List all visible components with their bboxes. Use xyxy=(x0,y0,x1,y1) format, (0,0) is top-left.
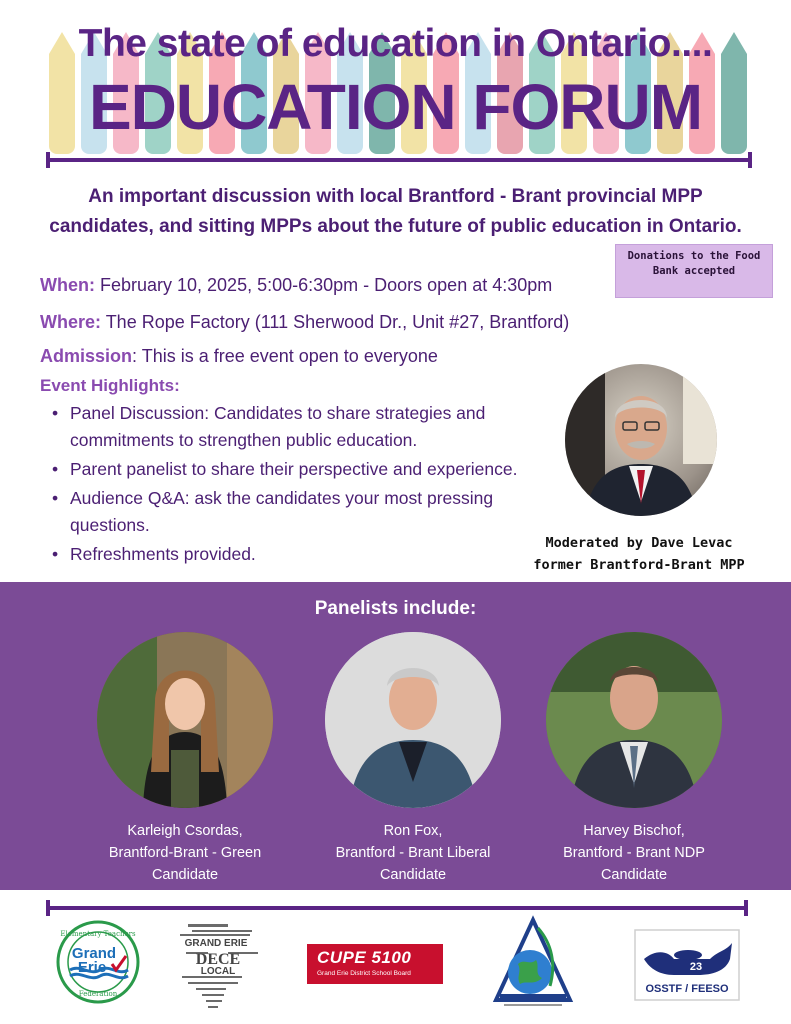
etfo-grand-erie-logo xyxy=(56,920,140,1004)
donation-note: Donations to the Food Bank accepted xyxy=(615,244,773,298)
osstf-feeso-logo xyxy=(634,929,740,1001)
highlights-title: Event Highlights: xyxy=(40,376,180,395)
list-item: • Panel Discussion: Candidates to share strategies and commitments to strengthen public education. xyxy=(50,400,570,454)
when-label: When: xyxy=(40,275,95,295)
panelist-role: Candidate xyxy=(600,867,668,883)
panelist-photo-karleigh xyxy=(97,632,273,808)
panelist-photo-harvey xyxy=(546,632,722,808)
moderator-line-1: Moderated by Dave Levac xyxy=(545,535,733,551)
highlights-list xyxy=(50,400,570,570)
panelist-caption-karleigh xyxy=(70,820,300,886)
where-line xyxy=(40,312,569,333)
panelists-title: Panelists include: xyxy=(314,598,477,619)
admission-line xyxy=(40,346,438,367)
etfo-top-text: Elementary Teachers xyxy=(60,930,136,938)
moderator-caption xyxy=(498,532,780,576)
dece-local-logo xyxy=(166,920,266,1012)
title-line-2: EDUCATION FORUM xyxy=(88,71,703,143)
where-value: The Rope Factory (111 Sherwood Dr., Unit #27, Brantford) xyxy=(101,312,570,332)
footer-divider xyxy=(46,906,748,910)
panelist-caption-ron xyxy=(298,820,528,886)
panelist-riding: Brantford - Brant Liberal xyxy=(335,845,491,861)
list-item: • Audience Q&A: ask the candidates your most pressing questions. xyxy=(50,485,570,539)
panelist-caption-harvey xyxy=(519,820,749,886)
admission-value: : This is a free event open to everyone xyxy=(132,346,438,366)
panelist-name: Ron Fox, xyxy=(383,823,443,839)
admission-label: Admission xyxy=(40,346,133,366)
panelist-role: Candidate xyxy=(151,867,219,883)
dece-line-1: GRAND ERIE xyxy=(184,938,248,949)
cupe-subtitle: Grand Erie District School Board xyxy=(317,970,411,977)
cupe-name: CUPE 5100 xyxy=(317,948,412,967)
when-value: February 10, 2025, 5:00-6:30pm - Doors open at 4:30pm xyxy=(94,275,553,295)
moderator-photo xyxy=(565,364,717,516)
when-line xyxy=(40,275,552,296)
etfo-name-1: Grand xyxy=(71,945,117,962)
intro-text: An important discussion with local Brantford - Brant provincial MPP candidates, and sitting MPPs about the future of public education in Ontario. xyxy=(49,186,742,237)
etfo-bottom-text: Federation xyxy=(78,990,118,998)
etfo-name-2: Erie xyxy=(77,959,107,976)
list-item: • Refreshments provided. xyxy=(50,541,570,568)
cupe-5100-logo xyxy=(307,944,443,984)
panelist-photo-ron xyxy=(325,632,501,808)
panelist-role: Candidate xyxy=(379,867,447,883)
panelist-riding: Brantford-Brant - Green xyxy=(108,845,262,861)
osstf-name: OSSTF / FEESO xyxy=(645,983,729,995)
panelist-name: Harvey Bischof, xyxy=(583,823,685,839)
title-line-1: The state of education in Ontario.... xyxy=(78,22,713,65)
dece-line-3: LOCAL xyxy=(200,966,236,977)
dece-line-2: DECE xyxy=(195,951,241,968)
where-label: Where: xyxy=(40,312,102,332)
panelist-name: Karleigh Csordas, xyxy=(127,823,243,839)
grand-erie-admin-logo xyxy=(490,914,576,1014)
panelist-riding: Brantford - Brant NDP xyxy=(563,845,705,861)
header-divider xyxy=(46,158,752,162)
list-item: • Parent panelist to share their perspective and experience. xyxy=(50,456,570,483)
osstf-number: 23 xyxy=(689,961,703,973)
moderator-line-2: former Brantford-Brant MPP xyxy=(533,557,745,573)
